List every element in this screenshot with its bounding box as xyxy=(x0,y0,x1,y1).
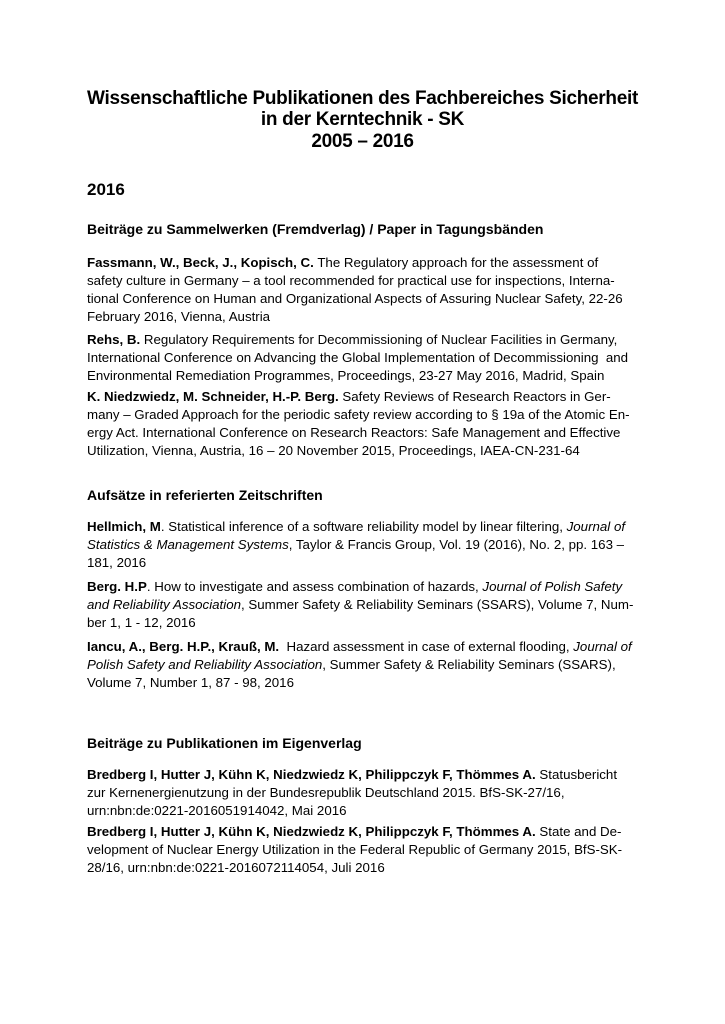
entry-line xyxy=(87,518,625,536)
entry-line xyxy=(87,841,622,859)
entry-line xyxy=(87,766,617,784)
publication-entry xyxy=(87,388,630,460)
entry-text: Regulatory Requirements for Decommissioning of Nuclear Facilities in Germany, xyxy=(140,332,618,347)
entry-text: February 2016, Vienna, Austria xyxy=(87,309,271,324)
entry-line xyxy=(87,823,622,841)
publication-entry xyxy=(87,518,625,572)
entry-text: , Taylor & Francis Group, Vol. 19 (2016), No. 2, pp. 163 – xyxy=(288,537,625,552)
entry-line xyxy=(87,578,633,596)
entry-authors: Rehs, B. xyxy=(87,332,141,347)
entry-line xyxy=(87,424,630,442)
entry-text: 28/16, urn:nbn:de:0221-2016072114054, Juli 2016 xyxy=(87,860,385,875)
entry-journal: Statistics & Management Systems xyxy=(87,537,289,552)
publication-entry xyxy=(87,578,633,632)
entry-text: Volume 7, Number 1, 87 - 98, 2016 xyxy=(87,675,294,690)
entry-line xyxy=(87,349,628,367)
entry-text: Safety Reviews of Research Reactors in Ger- xyxy=(338,389,611,404)
document-title-line-1: Wissenschaftliche Publikationen des Fachbereiches Sicherheit xyxy=(87,88,638,109)
entry-text: State and De- xyxy=(535,824,622,839)
entry-line xyxy=(87,388,630,406)
entry-line xyxy=(87,290,623,308)
entry-line xyxy=(87,554,625,572)
entry-line xyxy=(87,254,623,272)
entry-authors: Iancu, A., Berg. H.P., Krauß, M. xyxy=(87,639,280,654)
document-title-line-2: in der Kerntechnik - SK xyxy=(260,109,465,130)
entry-line xyxy=(87,614,633,632)
entry-text: tional Conference on Human and Organizational Aspects of Assuring Nuclear Safety, 22-26 xyxy=(87,291,623,306)
entry-line xyxy=(87,638,632,656)
entry-text: Utilization, Vienna, Austria, 16 – 20 November 2015, Proceedings, IAEA-CN-231-64 xyxy=(87,443,580,458)
entry-authors: Berg. H.P xyxy=(87,579,147,594)
entry-line xyxy=(87,784,617,802)
entry-line xyxy=(87,272,623,290)
entry-text: many – Graded Approach for the periodic safety review according to § 19a of the Atomic En- xyxy=(87,407,630,422)
entry-text: urn:nbn:de:0221-2016051914042, Mai 2016 xyxy=(87,803,347,818)
entry-text: International Conference on Advancing the Global Implementation of Decommissioning and xyxy=(87,350,629,365)
entry-text: zur Kernenergienutzung in der Bundesrepublik Deutschland 2015. BfS-SK-27/16, xyxy=(87,785,565,800)
entry-text: The Regulatory approach for the assessment of xyxy=(313,255,599,270)
entry-text: , Summer Safety & Reliability Seminars (SSARS), xyxy=(322,657,616,672)
entry-line xyxy=(87,596,633,614)
entry-text: Hazard assessment in case of external flooding, xyxy=(279,639,574,654)
entry-authors: K. Niedzwiedz, M. Schneider, H.-P. Berg. xyxy=(87,389,339,404)
entry-authors: Fassmann, W., Beck, J., Kopisch, C. xyxy=(87,255,314,270)
entry-line xyxy=(87,367,628,385)
section-heading: Beiträge zu Sammelwerken (Fremdverlag) / Paper in Tagungsbänden xyxy=(87,221,544,237)
section-heading: Beiträge zu Publikationen im Eigenverlag xyxy=(87,735,362,751)
publication-entry xyxy=(87,254,623,326)
entry-authors: Bredberg I, Hutter J, Kühn K, Niedzwiedz K, Philippczyk F, Thömmes A. xyxy=(87,767,536,782)
entry-line xyxy=(87,308,623,326)
entry-line xyxy=(87,442,630,460)
entry-line xyxy=(87,656,632,674)
entry-text: safety culture in Germany – a tool recommended for practical use for inspections, Interna- xyxy=(87,273,615,288)
entry-text: ber 1, 1 - 12, 2016 xyxy=(87,615,196,630)
entry-text: Environmental Remediation Programmes, Proceedings, 23-27 May 2016, Madrid, Spain xyxy=(87,368,605,383)
entry-line xyxy=(87,674,632,692)
entry-text: Statusbericht xyxy=(535,767,618,782)
entry-line xyxy=(87,406,630,424)
entry-authors: Hellmich, M xyxy=(87,519,161,534)
entry-line xyxy=(87,536,625,554)
publication-entry xyxy=(87,823,622,877)
entry-text: velopment of Nuclear Energy Utilization in the Federal Republic of Germany 2015, BfS-SK- xyxy=(87,842,623,857)
entry-journal: Journal of Polish Safety xyxy=(482,579,623,594)
year-heading: 2016 xyxy=(87,180,125,199)
section-heading: Aufsätze in referierten Zeitschriften xyxy=(87,487,323,503)
entry-text: . Statistical inference of a software reliability model by linear filtering, xyxy=(160,519,567,534)
publication-entry xyxy=(87,766,617,820)
entry-text: ergy Act. International Conference on Research Reactors: Safe Management and Effective xyxy=(87,425,621,440)
entry-line xyxy=(87,859,622,877)
entry-authors: Bredberg I, Hutter J, Kühn K, Niedzwiedz K, Philippczyk F, Thömmes A. xyxy=(87,824,536,839)
entry-journal: Journal of xyxy=(573,639,632,654)
document-title-years: 2005 – 2016 xyxy=(311,131,414,152)
entry-text: 181, 2016 xyxy=(87,555,147,570)
entry-line xyxy=(87,331,628,349)
entry-journal: Polish Safety and Reliability Association xyxy=(87,657,323,672)
publication-entry xyxy=(87,331,628,385)
publication-entry xyxy=(87,638,632,692)
entry-journal: and Reliability Association xyxy=(87,597,241,612)
entry-text: , Summer Safety & Reliability Seminars (SSARS), Volume 7, Num- xyxy=(240,597,634,612)
entry-journal: Journal of xyxy=(566,519,626,534)
entry-line xyxy=(87,802,617,820)
entry-text: . How to investigate and assess combination of hazards, xyxy=(146,579,483,594)
